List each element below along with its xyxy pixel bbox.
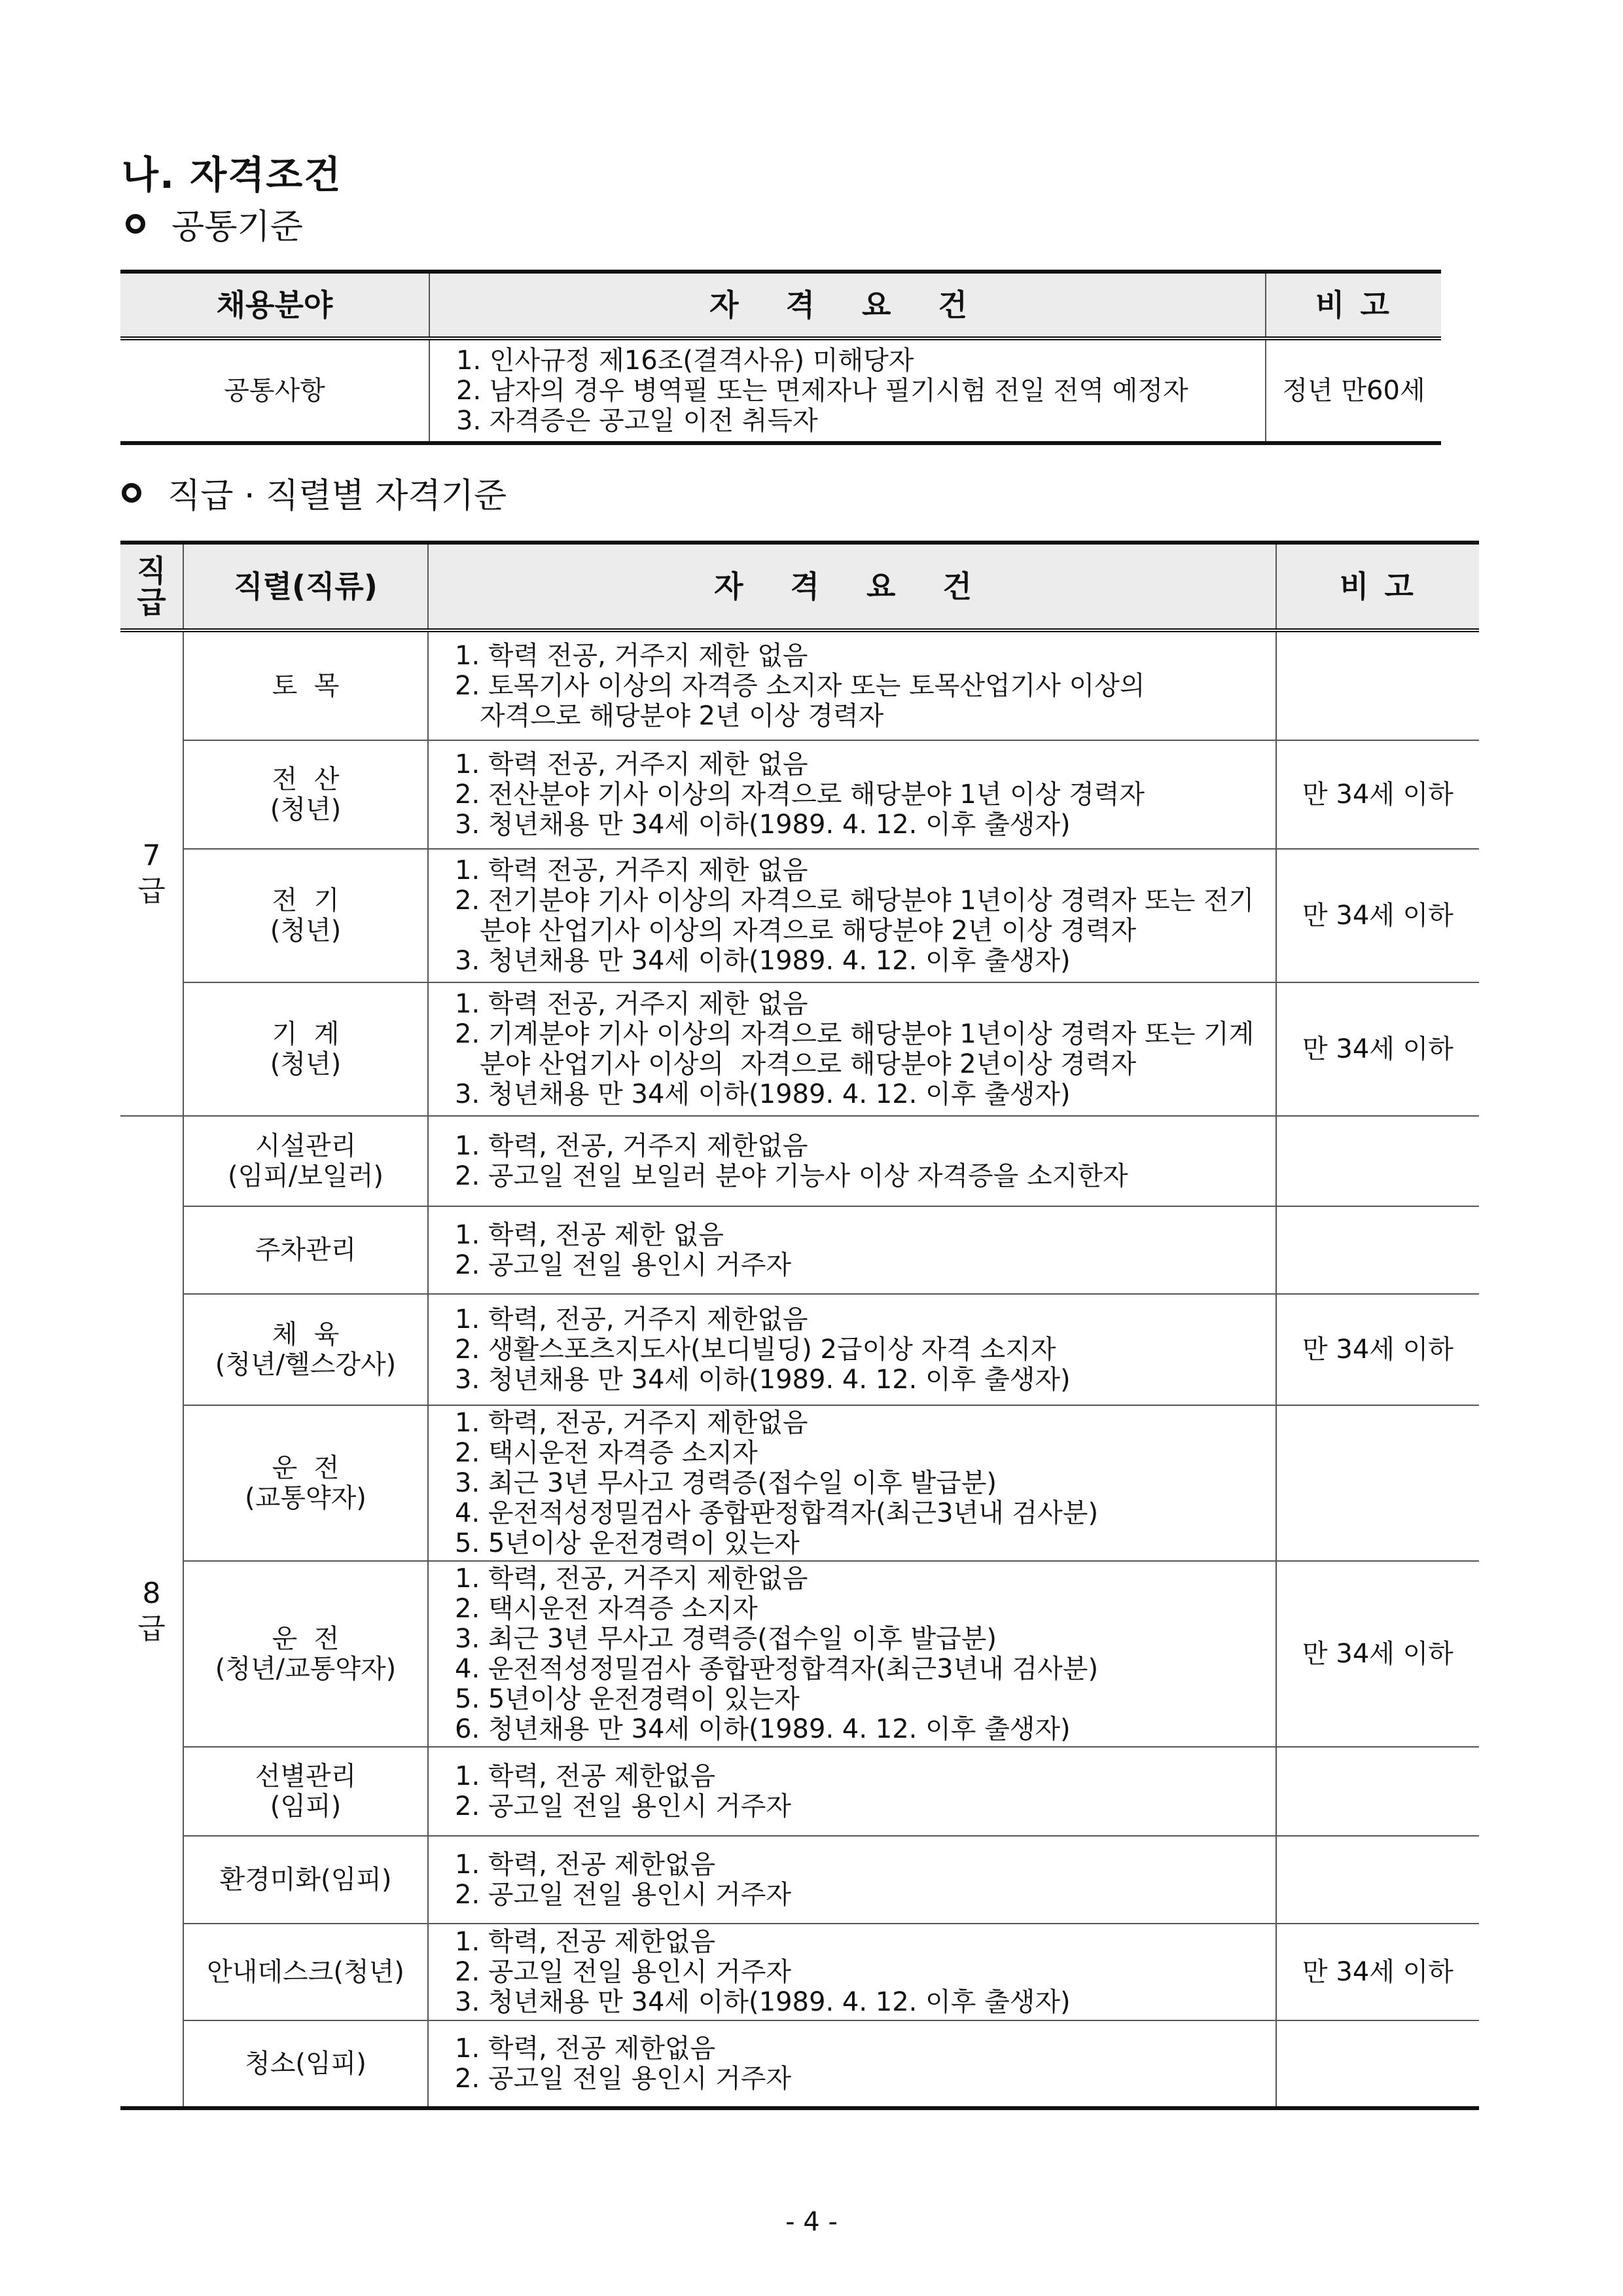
note-cell: 정년 만60세	[1266, 338, 1441, 443]
requirement-line: 1. 학력, 전공 제한없음	[455, 1761, 716, 1791]
position-subtype: (임피/보일러)	[228, 1161, 383, 1191]
requirements-cell	[428, 1116, 1276, 1206]
page-number: - 4 -	[785, 2207, 838, 2237]
requirements-cell	[428, 1836, 1276, 1924]
position-name: 토 목	[272, 671, 340, 701]
requirement-line: 2. 공고일 전일 용인시 거주자	[455, 2064, 792, 2094]
note-cell: 만 34세 이하	[1276, 849, 1479, 982]
requirements-cell	[428, 740, 1276, 849]
note-cell	[1276, 2020, 1479, 2108]
grade-cell: 8 급	[120, 1116, 183, 2108]
note-cell	[1276, 1405, 1479, 1561]
position-cell	[183, 982, 428, 1116]
common-criteria-table	[120, 270, 1441, 445]
note-cell: 만 34세 이하	[1276, 1924, 1479, 2020]
note-cell	[1276, 630, 1479, 740]
table-row	[120, 1294, 1479, 1405]
table-row	[120, 1206, 1479, 1294]
position-name: 선별관리	[255, 1761, 357, 1791]
requirement-line: 1. 학력, 전공 제한 없음	[455, 1220, 724, 1250]
requirement-line: 1. 학력, 전공 제한없음	[455, 1927, 716, 1957]
position-name: 기 계	[272, 1019, 340, 1049]
table-row	[120, 1405, 1479, 1561]
position-subtype: (청년)	[270, 795, 342, 825]
note-cell: 만 34세 이하	[1276, 740, 1479, 849]
header-position: 직렬(직류)	[183, 543, 428, 630]
requirements-cell	[429, 338, 1266, 443]
position-cell	[183, 849, 428, 982]
table-row	[120, 338, 1441, 443]
table-row	[120, 740, 1479, 849]
requirement-line: 2. 공고일 전일 용인시 거주자	[455, 1957, 792, 1987]
position-subtype: (청년/교통약자)	[215, 1654, 397, 1684]
requirement-line: 3. 청년채용 만 34세 이하(1989. 4. 12. 이후 출생자)	[455, 1365, 1071, 1395]
position-cell	[183, 1836, 428, 1924]
note-cell: 만 34세 이하	[1276, 1561, 1479, 1747]
position-subtype: (임피)	[270, 1791, 342, 1821]
grade-criteria-heading	[122, 468, 507, 517]
requirements-cell	[428, 982, 1276, 1116]
header-note: 비 고	[1266, 272, 1441, 338]
requirement-line: 4. 운전적성정밀검사 종합판정합격자(최근3년내 검사분)	[455, 1654, 1099, 1684]
position-subtype: (청년)	[270, 1049, 342, 1079]
requirement-line: 2. 전기분야 기사 이상의 자격으로 해당분야 1년이상 경력자 또는 전기	[455, 886, 1255, 916]
position-cell	[183, 1116, 428, 1206]
position-name: 운 전	[272, 1453, 340, 1483]
requirement-line: 1. 학력 전공, 거주지 제한 없음	[455, 749, 808, 780]
requirements-cell	[428, 1206, 1276, 1294]
note-cell: 만 34세 이하	[1276, 982, 1479, 1116]
requirement-line: 3. 청년채용 만 34세 이하(1989. 4. 12. 이후 출생자)	[455, 1987, 1071, 2017]
note-cell: 만 34세 이하	[1276, 1294, 1479, 1405]
position-cell	[183, 1747, 428, 1836]
note-cell	[1276, 1206, 1479, 1294]
requirement-line: 1. 학력 전공, 거주지 제한 없음	[455, 855, 808, 886]
header-field: 채용분야	[120, 272, 429, 338]
position-cell	[183, 630, 428, 740]
position-name: 주차관리	[255, 1235, 357, 1265]
position-cell	[183, 2020, 428, 2108]
position-cell	[183, 1561, 428, 1747]
requirement-line: 1. 학력, 전공 제한없음	[455, 2034, 716, 2064]
grade-cell: 7 급	[120, 630, 183, 1116]
circle-bullet-icon	[122, 483, 141, 503]
requirement-line: 5. 5년이상 운전경력이 있는자	[455, 1528, 800, 1558]
table-row	[120, 1561, 1479, 1747]
requirement-line: 3. 최근 3년 무사고 경력증(접수일 이후 발급분)	[455, 1468, 997, 1498]
requirement-line: 1. 학력, 전공, 거주지 제한없음	[455, 1408, 808, 1438]
requirement-line: 1. 학력 전공, 거주지 제한 없음	[455, 641, 808, 671]
requirement-line: 2. 택시운전 자격증 소지자	[455, 1438, 758, 1468]
common-criteria-heading	[126, 199, 303, 248]
position-name: 전 산	[272, 764, 340, 795]
common-table-header	[120, 272, 1441, 338]
position-name: 전 기	[272, 886, 340, 916]
position-cell	[183, 1405, 428, 1561]
table-row	[120, 630, 1479, 740]
position-subtype: (교통약자)	[245, 1483, 366, 1513]
position-name: 청소(임피)	[245, 2049, 366, 2079]
requirement-line: 2. 토목기사 이상의 자격증 소지자 또는 토목산업기사 이상의	[455, 671, 1145, 701]
requirements-cell	[428, 1561, 1276, 1747]
position-name: 체 육	[272, 1319, 340, 1350]
requirement-line: 2. 택시운전 자격증 소지자	[455, 1594, 758, 1624]
requirements-cell	[428, 1294, 1276, 1405]
requirement-line: 3. 청년채용 만 34세 이하(1989. 4. 12. 이후 출생자)	[455, 1079, 1071, 1109]
section-title: 나. 자격조건	[122, 152, 342, 197]
requirement-line: 6. 청년채용 만 34세 이하(1989. 4. 12. 이후 출생자)	[455, 1714, 1071, 1744]
header-note: 비 고	[1276, 543, 1479, 630]
table-row	[120, 982, 1479, 1116]
position-cell	[183, 1294, 428, 1405]
requirement-line: 4. 운전적성정밀검사 종합판정합격자(최근3년내 검사분)	[455, 1498, 1099, 1528]
note-cell	[1276, 1116, 1479, 1206]
requirements-cell	[428, 1747, 1276, 1836]
position-subtype: (청년)	[270, 916, 342, 946]
requirement-line: 분야 산업기사 이상의 자격으로 해당분야 2년 이상 경력자	[480, 916, 1137, 946]
circle-bullet-icon	[126, 214, 145, 234]
requirement-line: 1. 학력, 전공, 거주지 제한없음	[455, 1131, 808, 1161]
requirement-line: 2. 공고일 전일 용인시 거주자	[455, 1880, 792, 1910]
grade-criteria-title: 직급 · 직렬별 자격기준	[168, 476, 507, 516]
requirement-line: 2. 전산분야 기사 이상의 자격으로 해당분야 1년 이상 경력자	[455, 780, 1145, 810]
requirement-line: 1. 학력, 전공 제한없음	[455, 1850, 716, 1880]
requirements-cell	[428, 1924, 1276, 2020]
requirement-line: 자격으로 해당분야 2년 이상 경력자	[480, 701, 884, 731]
requirement-line: 3. 청년채용 만 34세 이하(1989. 4. 12. 이후 출생자)	[455, 946, 1071, 976]
requirement-line: 1. 인사규정 제16조(결격사유) 미해당자	[456, 346, 914, 376]
requirement-line: 2. 생활스포츠지도사(보디빌딩) 2급이상 자격 소지자	[455, 1335, 1056, 1365]
requirements-cell	[428, 1405, 1276, 1561]
requirements-cell	[428, 2020, 1276, 2108]
requirement-line: 1. 학력, 전공, 거주지 제한없음	[455, 1304, 808, 1335]
grade-table-header	[120, 543, 1479, 630]
requirement-line: 3. 청년채용 만 34세 이하(1989. 4. 12. 이후 출생자)	[455, 810, 1071, 840]
requirement-line: 1. 학력 전공, 거주지 제한 없음	[455, 989, 808, 1019]
table-row	[120, 1747, 1479, 1836]
header-requirements: 자 격 요 건	[428, 543, 1276, 630]
requirements-cell	[428, 630, 1276, 740]
position-subtype: (청년/헬스강사)	[215, 1350, 397, 1380]
position-cell	[183, 1206, 428, 1294]
requirement-line: 2. 기계분야 기사 이상의 자격으로 해당분야 1년이상 경력자 또는 기계	[455, 1019, 1255, 1049]
requirement-line: 분야 산업기사 이상의 자격으로 해당분야 2년이상 경력자	[480, 1049, 1137, 1079]
requirement-line: 5. 5년이상 운전경력이 있는자	[455, 1684, 800, 1714]
requirement-line: 2. 공고일 전일 용인시 거주자	[455, 1250, 792, 1280]
table-row	[120, 2020, 1479, 2108]
requirement-line: 3. 최근 3년 무사고 경력증(접수일 이후 발급분)	[455, 1624, 997, 1654]
table-row	[120, 1116, 1479, 1206]
header-grade: 직 급	[120, 543, 183, 630]
position-name: 운 전	[272, 1624, 340, 1654]
position-cell	[183, 1924, 428, 2020]
note-cell	[1276, 1836, 1479, 1924]
requirement-line: 3. 자격증은 공고일 이전 취득자	[456, 406, 818, 436]
header-requirements: 자 격 요 건	[429, 272, 1266, 338]
position-name: 안내데스크(청년)	[207, 1957, 404, 1987]
common-criteria-title: 공통기준	[171, 207, 303, 247]
table-row	[120, 849, 1479, 982]
note-cell	[1276, 1747, 1479, 1836]
requirement-line: 2. 공고일 전일 보일러 분야 기능사 이상 자격증을 소지한자	[455, 1161, 1128, 1191]
position-name: 환경미화(임피)	[219, 1865, 392, 1895]
position-cell	[183, 740, 428, 849]
requirements-cell	[428, 849, 1276, 982]
requirement-line: 2. 공고일 전일 용인시 거주자	[455, 1791, 792, 1821]
table-row	[120, 1924, 1479, 2020]
position-name: 시설관리	[255, 1131, 357, 1161]
requirement-line: 1. 학력, 전공, 거주지 제한없음	[455, 1564, 808, 1594]
grade-criteria-table	[120, 541, 1479, 2110]
field-cell: 공통사항	[120, 338, 429, 443]
requirement-line: 2. 남자의 경우 병역필 또는 면제자나 필기시험 전일 전역 예정자	[456, 376, 1188, 406]
table-row	[120, 1836, 1479, 1924]
